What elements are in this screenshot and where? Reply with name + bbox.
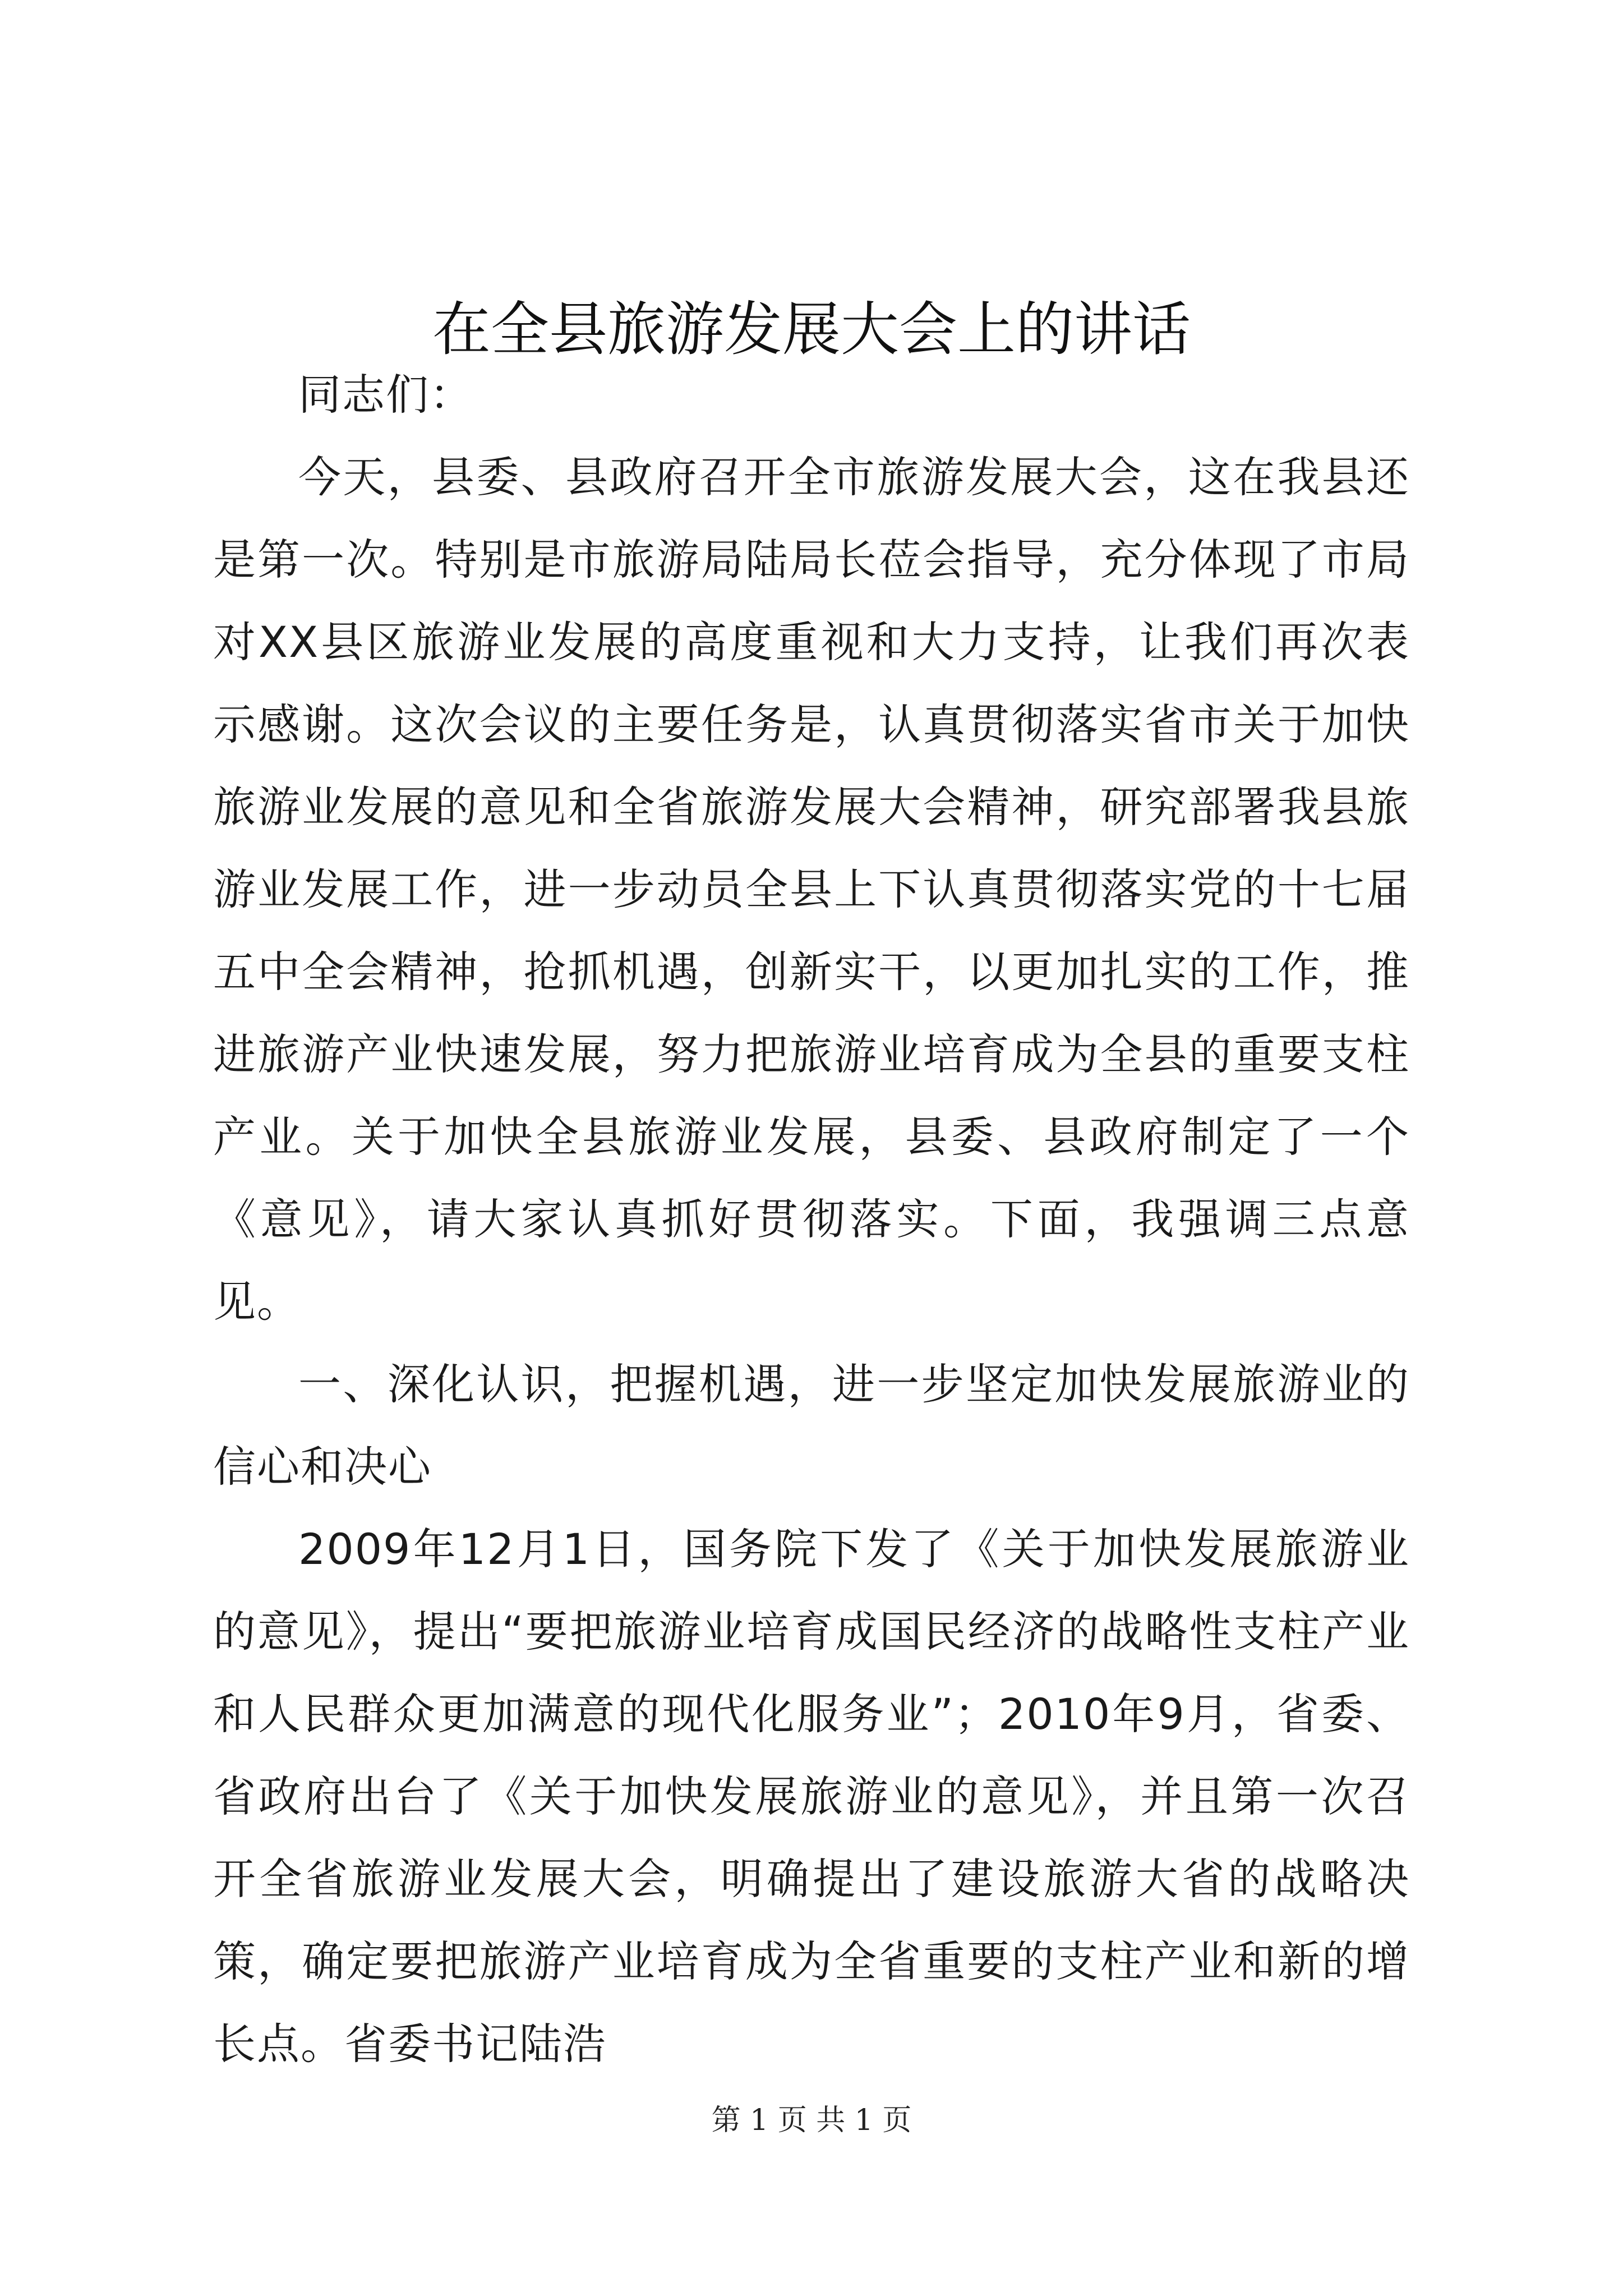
- greeting-line: 同志们：: [298, 370, 473, 420]
- body-paragraph-policy: 2009年12月1日，国务院下发了《关于加快发展旅游业的意见》，提出“要把旅游业培育成国民经济的战略性支柱产业和人民群众更加满意的现代化服务业”；2010年9月，省委、省政府出台了《关于加快发展旅游业的意见》，并且第一次召开全省旅游业发展大会，明确提出了建设旅游大省的战略决策，确定要把旅游产业培育成为全省重要的支柱产业和新的增长点。省委书记陆浩: [213, 1524, 1410, 2069]
- document-title: 在全县旅游发展大会上的讲话: [432, 295, 1191, 364]
- page-footer: 第 1 页 共 1 页: [711, 2104, 912, 2137]
- document-body: [213, 353, 1410, 2085]
- body-paragraph-intro: 今天，县委、县政府召开全市旅游发展大会，这在我县还是第一次。特别是市旅游局陆局长莅会指导，充分体现了市局对XX县区旅游业发展的高度重视和大力支持，让我们再次表示感谢。这次会议的主要任务是，认真贯彻落实省市关于加快旅游业发展的意见和全省旅游发展大会精神，研究部署我县旅游业发展工作，进一步动员全县上下认真贯彻落实党的十七届五中全会精神，抢抓机遇，创新实干，以更加扎实的工作，推进旅游产业快速发展，努力把旅游业培育成为全县的重要支柱产业。关于加快全县旅游业发展，县委、县政府制定了一个《意见》，请大家认真抓好贯彻落实。下面，我强调三点意见。: [213, 452, 1410, 1327]
- section-heading-one: 一、深化认识，把握机遇，进一步坚定加快发展旅游业的信心和决心: [213, 1359, 1410, 1492]
